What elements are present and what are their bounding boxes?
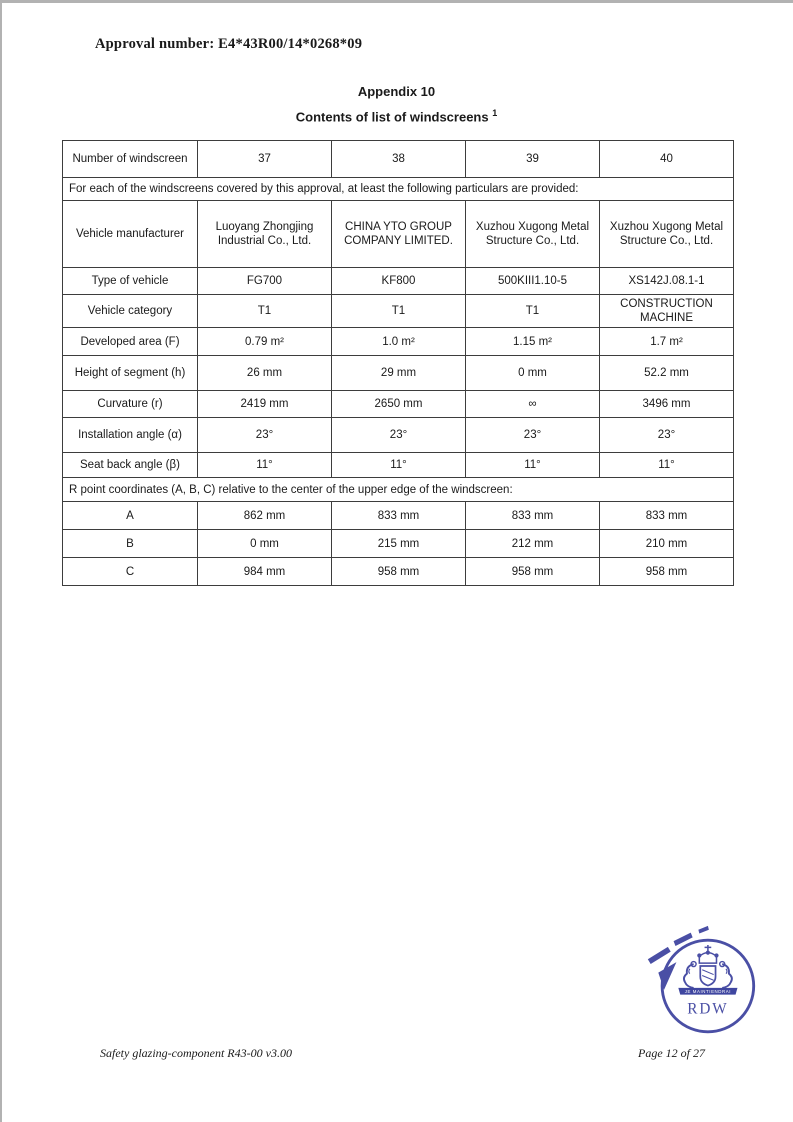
value-cell: 833 mm bbox=[466, 502, 600, 530]
value-cell: 210 mm bbox=[600, 530, 734, 558]
scan-edge-top bbox=[0, 0, 793, 3]
value-cell: 500KIII1.10-5 bbox=[466, 268, 600, 295]
shield-icon bbox=[700, 966, 715, 986]
value-cell: 23° bbox=[600, 418, 734, 453]
table-row bbox=[63, 328, 734, 356]
value-cell: 11° bbox=[198, 453, 332, 478]
value-cell: 29 mm bbox=[332, 356, 466, 391]
lion-left-icon bbox=[684, 962, 696, 988]
value-cell: T1 bbox=[198, 295, 332, 328]
row-label-cell: Vehicle category bbox=[63, 295, 198, 328]
title-block bbox=[0, 84, 793, 124]
note-cell: R point coordinates (A, B, C) relative to the center of the upper edge of the windscreen: bbox=[63, 478, 734, 502]
motto-text: JE MAINTIENDRAI bbox=[684, 989, 732, 995]
table-row bbox=[63, 418, 734, 453]
value-cell: KF800 bbox=[332, 268, 466, 295]
table-note-row bbox=[63, 178, 734, 201]
row-label-cell: A bbox=[63, 502, 198, 530]
appendix-title: Appendix 10 bbox=[357, 84, 436, 99]
value-cell: 52.2 mm bbox=[600, 356, 734, 391]
page-title-text: Contents of list of windscreens bbox=[295, 109, 489, 125]
rdw-stamp-graphic bbox=[644, 924, 768, 1048]
table-row bbox=[63, 141, 734, 178]
table-row bbox=[63, 453, 734, 478]
value-cell: 11° bbox=[466, 453, 600, 478]
value-cell: 958 mm bbox=[332, 558, 466, 586]
table-row bbox=[63, 558, 734, 586]
row-label-cell: Developed area (F) bbox=[63, 328, 198, 356]
footer-document-ref: Safety glazing-component R43-00 v3.00 bbox=[100, 1046, 292, 1060]
value-cell: 958 mm bbox=[600, 558, 734, 586]
value-cell: 38 bbox=[332, 141, 466, 178]
value-cell: 39 bbox=[466, 141, 600, 178]
motto-ribbon bbox=[678, 988, 737, 995]
scan-edge-left bbox=[0, 0, 2, 1122]
value-cell: ∞ bbox=[466, 391, 600, 418]
value-cell: 23° bbox=[466, 418, 600, 453]
value-cell: 3496 mm bbox=[600, 391, 734, 418]
value-cell: 833 mm bbox=[600, 502, 734, 530]
rdw-stamp bbox=[644, 924, 768, 1048]
table-row bbox=[63, 502, 734, 530]
value-cell: 23° bbox=[332, 418, 466, 453]
value-cell: 2419 mm bbox=[198, 391, 332, 418]
row-label-cell: B bbox=[63, 530, 198, 558]
row-label-cell: Installation angle (α) bbox=[63, 418, 198, 453]
value-cell: 958 mm bbox=[466, 558, 600, 586]
row-label-cell: Height of segment (h) bbox=[63, 356, 198, 391]
value-cell: 1.7 m² bbox=[600, 328, 734, 356]
row-label-cell: Curvature (r) bbox=[63, 391, 198, 418]
value-cell: Xuzhou Xugong Metal Structure Co., Ltd. bbox=[600, 201, 734, 268]
table-row bbox=[63, 295, 734, 328]
row-label-cell: Number of windscreen bbox=[63, 141, 198, 178]
value-cell: 11° bbox=[332, 453, 466, 478]
windscreen-table bbox=[62, 140, 734, 586]
value-cell: XS142J.08.1-1 bbox=[600, 268, 734, 295]
note-cell: For each of the windscreens covered by this approval, at least the following particulars are provided: bbox=[63, 178, 734, 201]
row-label-cell: C bbox=[63, 558, 198, 586]
value-cell: 1.15 m² bbox=[466, 328, 600, 356]
row-label-cell: Type of vehicle bbox=[63, 268, 198, 295]
value-cell: 984 mm bbox=[198, 558, 332, 586]
row-label-cell: Seat back angle (β) bbox=[63, 453, 198, 478]
value-cell: 23° bbox=[198, 418, 332, 453]
value-cell: 2650 mm bbox=[332, 391, 466, 418]
footer-page-number: Page 12 of 27 bbox=[638, 1046, 705, 1060]
table-row bbox=[63, 356, 734, 391]
table-row bbox=[63, 530, 734, 558]
value-cell: 11° bbox=[600, 453, 734, 478]
value-cell: 833 mm bbox=[332, 502, 466, 530]
value-cell: 0 mm bbox=[466, 356, 600, 391]
value-cell: 40 bbox=[600, 141, 734, 178]
value-cell: T1 bbox=[332, 295, 466, 328]
value-cell: FG700 bbox=[198, 268, 332, 295]
lion-right-icon bbox=[720, 962, 732, 988]
value-cell: 37 bbox=[198, 141, 332, 178]
approval-number: Approval number: E4*43R00/14*0268*09 bbox=[95, 36, 363, 52]
table-row bbox=[63, 201, 734, 268]
value-cell: Xuzhou Xugong Metal Structure Co., Ltd. bbox=[466, 201, 600, 268]
value-cell: T1 bbox=[466, 295, 600, 328]
crown-icon bbox=[698, 945, 718, 963]
table-row bbox=[63, 268, 734, 295]
value-cell: 26 mm bbox=[198, 356, 332, 391]
value-cell: 862 mm bbox=[198, 502, 332, 530]
value-cell: CONSTRUCTION MACHINE bbox=[600, 295, 734, 328]
value-cell: 1.0 m² bbox=[332, 328, 466, 356]
value-cell: CHINA YTO GROUP COMPANY LIMITED. bbox=[332, 201, 466, 268]
footnote-marker: 1 bbox=[492, 108, 498, 118]
value-cell: 0.79 m² bbox=[198, 328, 332, 356]
table-note-row bbox=[63, 478, 734, 502]
value-cell: 0 mm bbox=[198, 530, 332, 558]
table-row bbox=[63, 391, 734, 418]
row-label-cell: Vehicle manufacturer bbox=[63, 201, 198, 268]
value-cell: 212 mm bbox=[466, 530, 600, 558]
stamp-org-text: RDW bbox=[687, 1000, 729, 1018]
value-cell: Luoyang Zhongjing Industrial Co., Ltd. bbox=[198, 201, 332, 268]
page-title bbox=[0, 108, 793, 124]
value-cell: 215 mm bbox=[332, 530, 466, 558]
